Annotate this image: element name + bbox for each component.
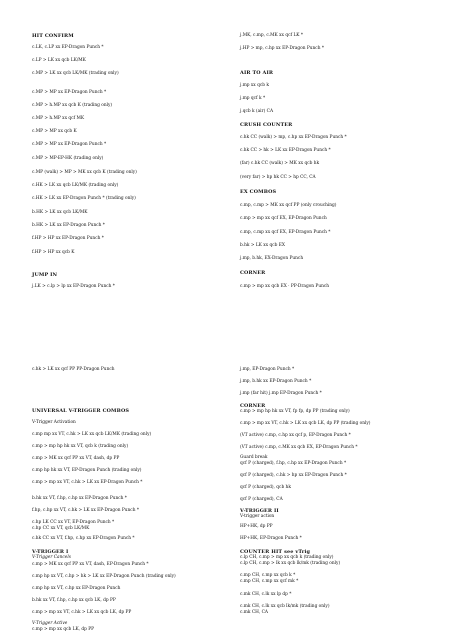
combo-line: c.mp hp xx VT, c.hp > hk > LK xx EP-Dragon Punch (trading only) <box>32 574 176 579</box>
combo-line: c.mp hp hk xx VT, EP-Dragon Punch (trading only) <box>32 468 142 473</box>
combo-line: c.mk CH, c.lk xx qcb lk/mk (trading only) <box>240 604 330 609</box>
combo-line: c.mp > mp xx qcf EX, EP-Dragon Punch <box>240 216 327 221</box>
combo-line: qcf P (charged), CA <box>240 497 283 502</box>
combo-line: c.HK > LK xx qcb LK/MK (trading only) <box>32 183 119 188</box>
combo-line: qcf P (charged), c.hk > hp xx EP-Dragon Punch * <box>240 473 347 478</box>
combo-line: c.mp, c.mp xx qcf EX, EP-Dragon Punch * <box>240 230 331 235</box>
combo-line: c.mp > mp xx VT, c.hk > LK xx qcb LK, dp PP (trading only) <box>240 421 371 426</box>
combo-line: b.hk xx VT, f.hp, c.hp xx qcb LK, dp PP <box>32 598 116 603</box>
combo-line: c.mp > mp xx VT, c.hk > LK xx qcb LK, dp PP <box>32 610 132 615</box>
section-heading: CORNER <box>240 403 266 409</box>
section-heading: AIR TO AIR <box>240 70 274 76</box>
section-heading: V-TRIGGER I <box>32 549 69 555</box>
combo-line: c.LK, c.LP xx EP-Dragon Punch * <box>32 45 104 50</box>
section-heading: V-TRIGGER II <box>240 508 279 514</box>
combo-line: c.hk CC > hk > LK xx EP-Dragon Punch * <box>240 148 331 153</box>
combo-line: Guard break <box>240 455 268 460</box>
combo-line: c.hk CC (walk) > mp, c.hp xx EP-Dragon Punch * <box>240 135 347 140</box>
combo-line: f.hp, c.hp xx VT, c.hk > LK xx EP-Dragon Punch * <box>32 508 139 513</box>
combo-line: b.hk xx VT, f.hp, c.hp xx EP-Dragon Punch * <box>32 496 127 501</box>
combo-line: j.mp qcf k * <box>240 96 266 101</box>
combo-line: HP+HK, EP-Dragon Punch * <box>240 536 302 541</box>
section-subheading: V-Trigger Active <box>32 621 68 626</box>
combo-line: j.mp, b.hk, EX-Dragon Punch <box>240 256 304 261</box>
combo-line: (far) c.hk CC (walk) > MK xx qcb hk <box>240 161 320 166</box>
section-heading: CORNER <box>240 270 266 276</box>
combo-line: HP+HK, dp PP <box>240 524 273 529</box>
combo-line: j.mp, EP-Dragon Punch * <box>240 367 295 372</box>
combo-line: c.mp > mp hp hk xx VT, qcb k (trading only) <box>32 444 129 449</box>
combo-line: c.mp > MK xx qcf PP xx VT, dash, EP-Dragon Punch * <box>32 562 149 567</box>
combo-line: c.LP > LK xx qcb LK/MK <box>32 58 86 63</box>
section-heading: HIT CONFIRM <box>32 33 74 39</box>
section-subheading: V-Trigger Cancels <box>32 555 71 560</box>
section-heading: JUMP IN <box>32 272 58 278</box>
section-heading: UNIVERSAL V-TRIGGER COMBOS <box>32 408 130 414</box>
combo-line: c.mk CH, c.lk xx lp dp * <box>240 592 292 597</box>
combo-line: j.mp xx qcb k <box>240 83 269 88</box>
combo-line: b.HK > LK xx qcb LK/MK <box>32 210 88 215</box>
combo-line: c.hk > LK xx qcf PP PP-Dragon Punch <box>32 367 115 372</box>
section-heading: CRUSH COUNTER <box>240 122 293 128</box>
combo-line: qcf P (charged), f.hp, c.hp xx EP-Dragon Punch * <box>240 461 347 466</box>
combo-line: c.MP > MP xx qcb K <box>32 129 77 134</box>
combo-line: c.mp > mp hp hk xx VT, fp fp, dp PP (trading only) <box>240 409 350 414</box>
combo-line: c.lp CH, c.mp > lk xx qcb lk/mk (trading only) <box>240 561 341 566</box>
combo-line: c.MP > MP xx EP-Dragon Punch * <box>32 90 107 95</box>
combo-line: c.mk CH, CA <box>240 610 268 615</box>
combo-line: V-trigger action <box>240 514 275 519</box>
combo-line: j.qcb k (air) CA <box>240 109 274 114</box>
combo-line: c.hp CC xx VT, qcb LK/MK <box>32 526 90 531</box>
combo-line: c.mp hp xx VT, c.hp xx EP-Dragon Punch <box>32 586 121 591</box>
combo-line: b.HK > LK xx EP-Dragon Punch * <box>32 223 105 228</box>
combo-line: (VT active) c.mp, c.MK xx qcb EX, EP-Dragon Punch * <box>240 445 358 450</box>
combo-line: c.mp, c.mp > MK xx qcf PP (only crouching) <box>240 203 337 208</box>
section-heading: EX COMBOS <box>240 189 277 195</box>
combo-line: c.hk CC xx VT, f.hp, c.hp xx EP-Dragon Punch * <box>32 536 135 541</box>
combo-line: c.hp LK CC xx VT, EP-Dragon Punch * <box>32 520 115 525</box>
combo-line: c.MP > h.MP xx qcf MK <box>32 116 85 121</box>
combo-line: j.MK, c.mp, c.MK xx qcf LK * <box>240 33 304 38</box>
combo-line: c.MP > LK xx qcb LK/MK (trading only) <box>32 71 119 76</box>
combo-line: c.HK > LK xx EP-Dragon Punch * (trading only) <box>32 196 136 201</box>
combo-line: c.mp > MK xx qcf PP xx VT, dash, dp PP <box>32 456 120 461</box>
combo-line: V-Trigger Activation <box>32 420 76 425</box>
combo-line: c.mp > mp xx qcb LK, dp PP <box>32 627 95 632</box>
combo-line: b.hk > LK xx qcb EX <box>240 243 285 248</box>
combo-line: c.mp CH, c.mp xx qcb k * <box>240 573 296 578</box>
section-heading: COUNTER HIT see vTrig <box>240 549 311 555</box>
combo-line: c.MP > MP xx EP-Dragon Punch * <box>32 142 107 147</box>
combo-line: j.mp, b.hk xx EP-Dragon Punch * <box>240 379 312 384</box>
combo-line: c.mp > mp xx qcb EX · PP-Dragon Punch <box>240 284 330 289</box>
combo-line: c.MP > h.MP xx qcb K (trading only) <box>32 103 113 108</box>
combo-line: f.HP > HP xx qcb K <box>32 250 75 255</box>
combo-line: c.lp CH, c.mp > mp xx qcb k (trading only) <box>240 555 334 560</box>
combo-line: c.MP > MP-EP-HK (trading only) <box>32 156 104 161</box>
combo-line: j.mp (far hit) j.mp EP-Dragon Punch * <box>240 391 322 396</box>
combo-line: j.HP > mp, c.hp xx EP-Dragon Punch * <box>240 46 324 51</box>
combo-line: c.mp mp xx VT, c.hk > LK xx qcb LK/MK (trading only) <box>32 432 152 437</box>
combo-line: c.MP (walk) > MP > MK xx qcb K (trading only) <box>32 170 137 175</box>
combo-line: f.HP > HP xx EP-Dragon Punch * <box>32 236 104 241</box>
combo-line: (VT active) c.mp, c.hp xx qcf p, EP-Dragon Punch * <box>240 433 351 438</box>
combo-line: c.mp CH, c.mp xx qcf mk * <box>240 579 299 584</box>
combo-line: c.mp > mp xx VT, c.hk > LK xx EP-Dragon Punch * <box>32 480 143 485</box>
combo-line: (very far) > hp hk CC > hp CC, CA <box>240 175 316 180</box>
combo-line: j.LK > c.lp > lp xx EP-Dragon Punch * <box>32 284 115 289</box>
combo-line: qcf P (charged), qcb hk <box>240 485 291 490</box>
